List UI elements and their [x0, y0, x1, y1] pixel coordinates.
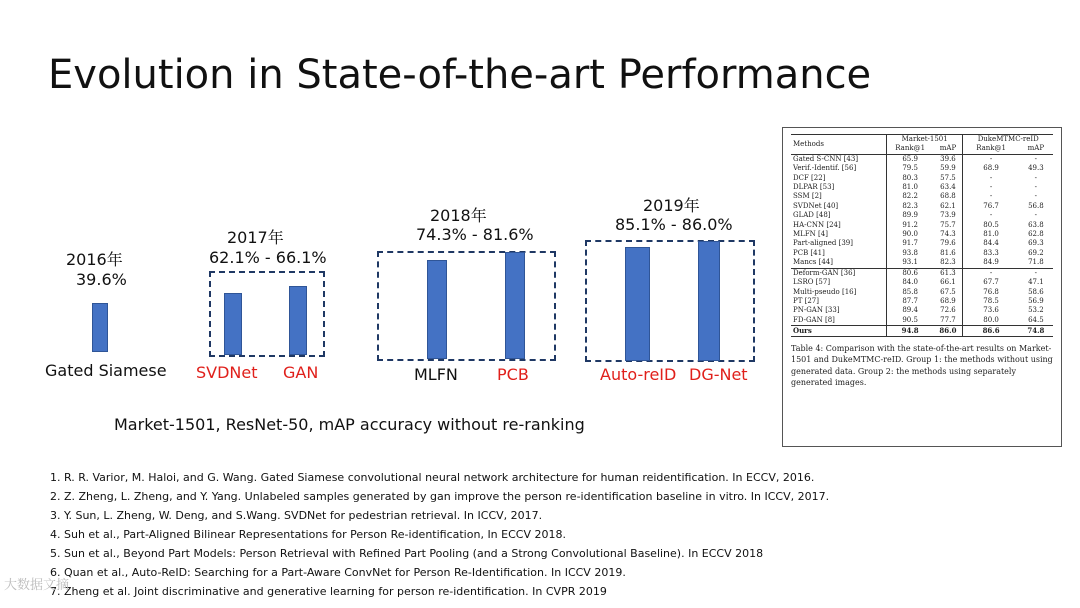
- value-cell: -: [1019, 268, 1053, 278]
- reference-item: 4. Suh et al., Part-Aligned Bilinear Representations for Person Re-identification, In ECCV 2018.: [50, 528, 566, 541]
- value-cell: 86.0: [933, 326, 963, 336]
- reference-list: [50, 468, 829, 601]
- table-row: [791, 183, 1053, 192]
- bar-pcb: [505, 252, 525, 359]
- year-label-2016: 2016年: [66, 250, 123, 269]
- value-cell: 69.2: [1028, 248, 1044, 257]
- slide-title: Evolution in State-of-the-art Performance: [48, 52, 872, 98]
- value-cell: -: [963, 192, 1019, 201]
- value-cell: -: [963, 183, 1019, 192]
- table-row: [791, 221, 1053, 230]
- bar-gated-siamese: [92, 303, 108, 352]
- value-cell: 66.1: [940, 278, 956, 287]
- value-cell: -: [1034, 211, 1038, 220]
- value-cell: 84.9: [963, 258, 1019, 268]
- method-cell: PN-GAN [33]: [793, 306, 840, 315]
- method-label-pcb: PCB: [497, 365, 529, 384]
- table-row: [791, 258, 1053, 268]
- method-cell: DCF [22]: [793, 173, 826, 182]
- table-row: [791, 154, 1053, 164]
- year-label-2019: 2019年: [643, 196, 700, 215]
- value-cell: -: [1034, 183, 1038, 192]
- value-cell: 75.7: [940, 220, 956, 229]
- reference-item: 2. Z. Zheng, L. Zheng, and Y. Yang. Unlabeled samples generated by gan improve the person re-identification baseline in vitro. In ICCV, 2017.: [50, 490, 830, 503]
- method-cell: Mancs [44]: [793, 258, 833, 267]
- comparison-table: [791, 134, 1053, 337]
- value-cell: 80.6: [886, 268, 933, 278]
- year-label-2017: 2017年: [227, 228, 284, 247]
- value-cell: 74.3: [940, 230, 956, 239]
- value-cell: 62.1: [940, 201, 956, 210]
- value-cell: 90.0: [886, 230, 933, 239]
- table-caption: Table 4: Comparison with the state-of-the-art results on Market-1501 and DukeMTMC-reID. Group 1: the methods without using generated data. Group 2: the methods using separately generated images.: [791, 343, 1053, 388]
- value-cell: -: [1034, 192, 1038, 201]
- value-cell: 62.8: [1028, 230, 1044, 239]
- value-cell: 83.3: [963, 249, 1019, 258]
- value-cell: 65.9: [886, 154, 933, 164]
- value-cell: -: [963, 174, 1019, 183]
- value-cell: 68.9: [963, 164, 1019, 173]
- year-label-2018: 2018年: [430, 206, 487, 225]
- method-cell: DLPAR [53]: [793, 183, 835, 192]
- bar-svdnet: [224, 293, 242, 355]
- value-cell: 69.3: [1028, 239, 1044, 248]
- value-cell: 68.9: [940, 296, 956, 305]
- value-cell: 63.4: [940, 183, 956, 192]
- table-row: [791, 230, 1053, 239]
- bar-dg-net: [698, 241, 720, 361]
- table-row: [791, 278, 1053, 287]
- bar-auto-reid: [625, 247, 650, 361]
- comparison-table-panel: [782, 127, 1062, 447]
- group-box-2019: [585, 240, 755, 362]
- table-row: [791, 306, 1053, 315]
- table-row: [791, 249, 1053, 258]
- value-cell: 71.8: [1028, 258, 1044, 267]
- value-cell: 93.8: [886, 249, 933, 258]
- method-label-dg-net: DG-Net: [689, 365, 748, 384]
- method-cell: GLAD [48]: [793, 211, 831, 220]
- value-cell: 80.3: [886, 174, 933, 183]
- method-cell: Multi-pseudo [16]: [793, 287, 857, 296]
- value-cell: -: [963, 154, 1019, 164]
- method-cell: MLFN [4]: [793, 230, 828, 239]
- value-cell: 68.8: [940, 192, 956, 201]
- method-cell: HA-CNN [24]: [793, 220, 841, 229]
- method-cell: SVDNet [40]: [793, 201, 839, 210]
- table-row: [791, 239, 1053, 248]
- value-cell: 84.4: [963, 239, 1019, 248]
- value-cell: 85.8: [886, 288, 933, 297]
- method-cell: FD-GAN [8]: [793, 315, 835, 324]
- method-cell: PT [27]: [793, 296, 819, 305]
- value-cell: 59.9: [940, 164, 956, 173]
- value-cell: 39.6: [940, 154, 956, 163]
- bar-gan: [289, 286, 307, 355]
- watermark: 大数据文摘: [4, 578, 70, 593]
- value-cell: 82.3: [940, 258, 956, 267]
- reference-item: 5. Sun et al., Beyond Part Models: Person Retrieval with Refined Part Pooling (and a Strong Convolutional Baseline). In ECCV 2018: [50, 547, 764, 560]
- value-cell: 84.0: [886, 278, 933, 287]
- value-cell: 63.8: [1028, 220, 1044, 229]
- value-cell: -: [963, 268, 1019, 278]
- method-label-auto-reid: Auto-reID: [600, 365, 677, 384]
- reference-item: 7. Zheng et al. Joint discriminative and generative learning for person re-identification. In CVPR 2019: [50, 585, 607, 598]
- value-cell: 58.6: [1028, 287, 1044, 296]
- col-methods: Methods: [791, 135, 886, 155]
- sub-map: mAP: [933, 144, 963, 154]
- value-cell: 86.6: [963, 326, 1019, 336]
- value-cell: 81.6: [940, 248, 956, 257]
- value-cell: 79.5: [886, 164, 933, 173]
- value-cell: 82.2: [886, 192, 933, 201]
- value-cell: 56.8: [1028, 201, 1044, 210]
- value-cell: 81.0: [886, 183, 933, 192]
- method-cell: Deform-GAN [36]: [791, 268, 886, 278]
- value-cell: 67.7: [963, 278, 1019, 287]
- method-cell: Gated S-CNN [43]: [793, 154, 859, 163]
- value-cell: 79.6: [940, 239, 956, 248]
- value-cell: 90.5: [886, 316, 933, 326]
- sub-rank1: Rank@1: [886, 144, 933, 154]
- sub-map: mAP: [1019, 144, 1053, 154]
- value-cell: 89.4: [886, 306, 933, 315]
- table-row: [791, 326, 1053, 336]
- value-cell: 67.5: [940, 287, 956, 296]
- value-cell: 72.6: [940, 306, 956, 315]
- value-cell: 91.2: [886, 221, 933, 230]
- method-cell: Part-aligned [39]: [793, 239, 853, 248]
- reference-item: 3. Y. Sun, L. Zheng, W. Deng, and S.Wang. SVDNet for pedestrian retrieval. In ICCV, 2017.: [50, 509, 543, 522]
- value-cell: 78.5: [963, 297, 1019, 306]
- value-cell: 73.9: [940, 211, 956, 220]
- method-cell: PCB [41]: [793, 248, 825, 257]
- range-label-2016: 39.6%: [76, 270, 127, 289]
- col-duke: DukeMTMC-reID: [963, 135, 1053, 145]
- range-label-2019: 85.1% - 86.0%: [615, 215, 733, 234]
- value-cell: 61.3: [933, 268, 963, 278]
- value-cell: 77.7: [940, 315, 956, 324]
- reference-item: 1. R. R. Varior, M. Haloi, and G. Wang. Gated Siamese convolutional neural network architecture for human reidentification. In ECCV, 2016.: [50, 471, 815, 484]
- value-cell: 64.5: [1028, 315, 1044, 324]
- table-row: [791, 288, 1053, 297]
- value-cell: 47.1: [1028, 278, 1044, 287]
- value-cell: 81.0: [963, 230, 1019, 239]
- benchmark-note: Market-1501, ResNet-50, mAP accuracy without re-ranking: [114, 415, 585, 434]
- range-label-2017: 62.1% - 66.1%: [209, 248, 327, 267]
- value-cell: 87.7: [886, 297, 933, 306]
- value-cell: 73.6: [963, 306, 1019, 315]
- table-row: [791, 192, 1053, 201]
- value-cell: 91.7: [886, 239, 933, 248]
- value-cell: 53.2: [1028, 306, 1044, 315]
- table-row: [791, 174, 1053, 183]
- table-row: [791, 297, 1053, 306]
- table-row: [791, 268, 1053, 278]
- method-cell: Ours: [791, 326, 886, 336]
- method-cell: SSM [2]: [793, 192, 822, 201]
- col-market: Market-1501: [886, 135, 963, 145]
- value-cell: 93.1: [886, 258, 933, 268]
- value-cell: 80.5: [963, 221, 1019, 230]
- method-label-gated-siamese: Gated Siamese: [45, 361, 167, 380]
- value-cell: -: [963, 211, 1019, 220]
- value-cell: 76.7: [963, 202, 1019, 211]
- value-cell: 49.3: [1028, 164, 1044, 173]
- value-cell: 56.9: [1028, 296, 1044, 305]
- value-cell: 76.8: [963, 288, 1019, 297]
- table-row: [791, 316, 1053, 326]
- bar-mlfn: [427, 260, 447, 359]
- reference-item: 6. Quan et al., Auto-ReID: Searching for a Part-Aware ConvNet for Person Re-Identification. In ICCV 2019.: [50, 566, 626, 579]
- value-cell: 80.0: [963, 316, 1019, 326]
- group-box-2018: [377, 251, 556, 361]
- table-row: [791, 164, 1053, 173]
- value-cell: -: [1034, 154, 1038, 163]
- value-cell: 74.8: [1019, 326, 1053, 336]
- value-cell: 89.9: [886, 211, 933, 220]
- method-label-mlfn: MLFN: [414, 365, 458, 384]
- value-cell: 94.8: [886, 326, 933, 336]
- value-cell: -: [1034, 173, 1038, 182]
- range-label-2018: 74.3% - 81.6%: [416, 225, 534, 244]
- method-label-svdnet: SVDNet: [196, 363, 258, 382]
- sub-rank1: Rank@1: [963, 144, 1019, 154]
- method-cell: Verif.-Identif. [56]: [793, 164, 857, 173]
- value-cell: 82.3: [886, 202, 933, 211]
- method-label-gan: GAN: [283, 363, 319, 382]
- table-row: [791, 202, 1053, 211]
- table-row: [791, 211, 1053, 220]
- value-cell: 57.5: [940, 173, 956, 182]
- method-cell: LSRO [57]: [793, 278, 831, 287]
